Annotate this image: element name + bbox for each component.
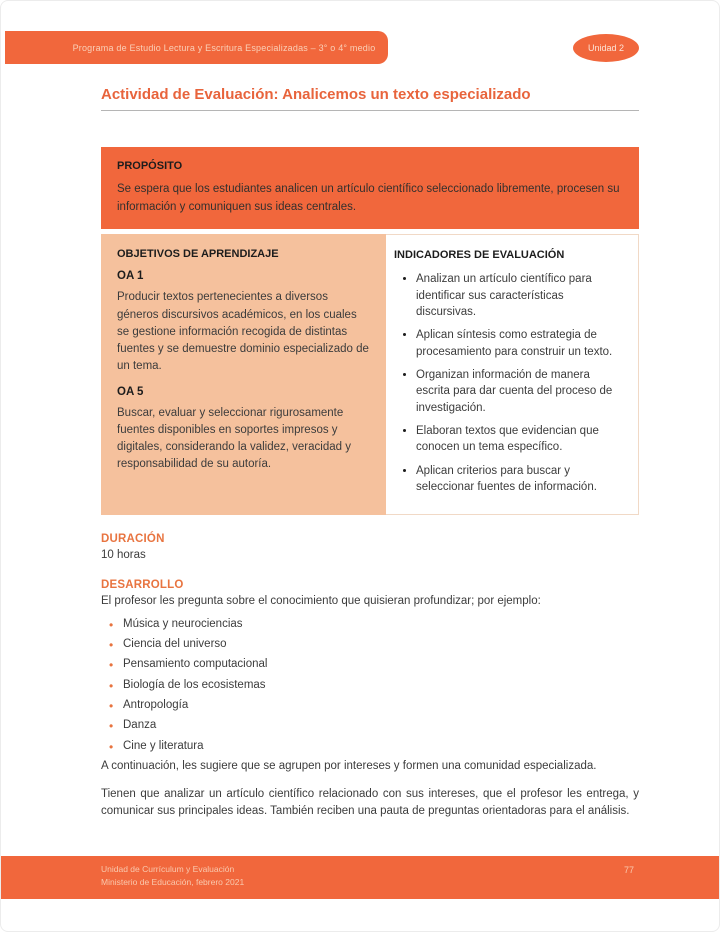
proposito-box (101, 147, 639, 229)
unit-badge (573, 34, 639, 62)
indicador-item: • Aplican criterios para buscar y seleccionar fuentes de información. (416, 463, 626, 496)
objectives-indicators-table (101, 234, 639, 515)
footer-line1: Unidad de Currículum y Evaluación (101, 864, 235, 874)
indicador-item: • Elaboran textos que evidencian que conocen un tema específico. (416, 423, 626, 456)
topics-list (101, 616, 639, 756)
topic-item: • Cine y literatura (123, 738, 639, 756)
program-header-bar (5, 31, 388, 64)
after-list-text: A continuación, les sugiere que se agrupen por intereses y formen una comunidad especializada. (101, 759, 597, 772)
oa-text: Buscar, evaluar y seleccionar rigurosamente fuentes disponibles en soportes impresos y digitales, considerando la validez, veracidad y responsabilidad de su autoría. (117, 406, 351, 471)
indicador-item: • Analizan un artículo científico para identificar sus características discursivas. (416, 271, 626, 320)
indicadores-list (394, 271, 626, 495)
desarrollo-intro: El profesor les pregunta sobre el conocimiento que quisieran profundizar; por ejemplo: (101, 594, 541, 607)
desarrollo-paragraph: Tienen que analizar un artículo científico relacionado con sus intereses, que el profesor les entrega, y comunicar sus principales ideas. También reciben una pauta de preguntas orientadoras para el análisis. (101, 788, 639, 818)
topic-item: • Antropología (123, 697, 639, 715)
indicadores-column (386, 234, 639, 515)
oa-code: OA 5 (117, 385, 144, 398)
topic-item: • Biología de los ecosistemas (123, 677, 639, 695)
duracion-heading: DURACIÓN (101, 533, 165, 546)
footer-line2: Ministerio de Educación, febrero 2021 (101, 877, 245, 888)
objetivos-heading: OBJETIVOS DE APRENDIZAJE (117, 248, 279, 261)
page-number: 77 (623, 865, 634, 875)
unit-badge-label: Unidad 2 (587, 43, 625, 53)
topic-item: • Pensamiento computacional (123, 656, 639, 674)
topic-item: • Música y neurociencias (123, 616, 639, 634)
oa-code: OA 1 (117, 270, 144, 283)
topic-item: • Ciencia del universo (123, 636, 639, 654)
desarrollo-heading: DESARROLLO (101, 578, 184, 591)
proposito-text: Se espera que los estudiantes analicen un artículo científico seleccionado libremente, procesen su información y comuniquen sus ideas centrales. (117, 183, 620, 214)
proposito-heading: PROPÓSITO (117, 160, 183, 172)
indicador-item: • Aplican síntesis como estrategia de procesamiento para construir un texto. (416, 327, 626, 360)
page-title: Actividad de Evaluación: Analicemos un texto especializado (101, 86, 639, 111)
topic-item: • Danza (123, 717, 639, 735)
indicador-item: • Organizan información de manera escrita para dar cuenta del proceso de investigación. (416, 367, 626, 416)
duracion-text: 10 horas (101, 549, 146, 562)
program-title: Programa de Estudio Lectura y Escritura Especializadas – 3° o 4° medio (72, 42, 376, 53)
objetivos-column (101, 234, 386, 515)
page-content (1, 1, 719, 821)
oa-text: Producir textos pertenecientes a diversos géneros discursivos académicos, en los cuales se gestione información recogida de distintas fuentes y se demuestre dominio especializado de un tema. (117, 291, 369, 373)
footer-bar (1, 856, 719, 899)
indicadores-heading: INDICADORES DE EVALUACIÓN (394, 249, 565, 262)
